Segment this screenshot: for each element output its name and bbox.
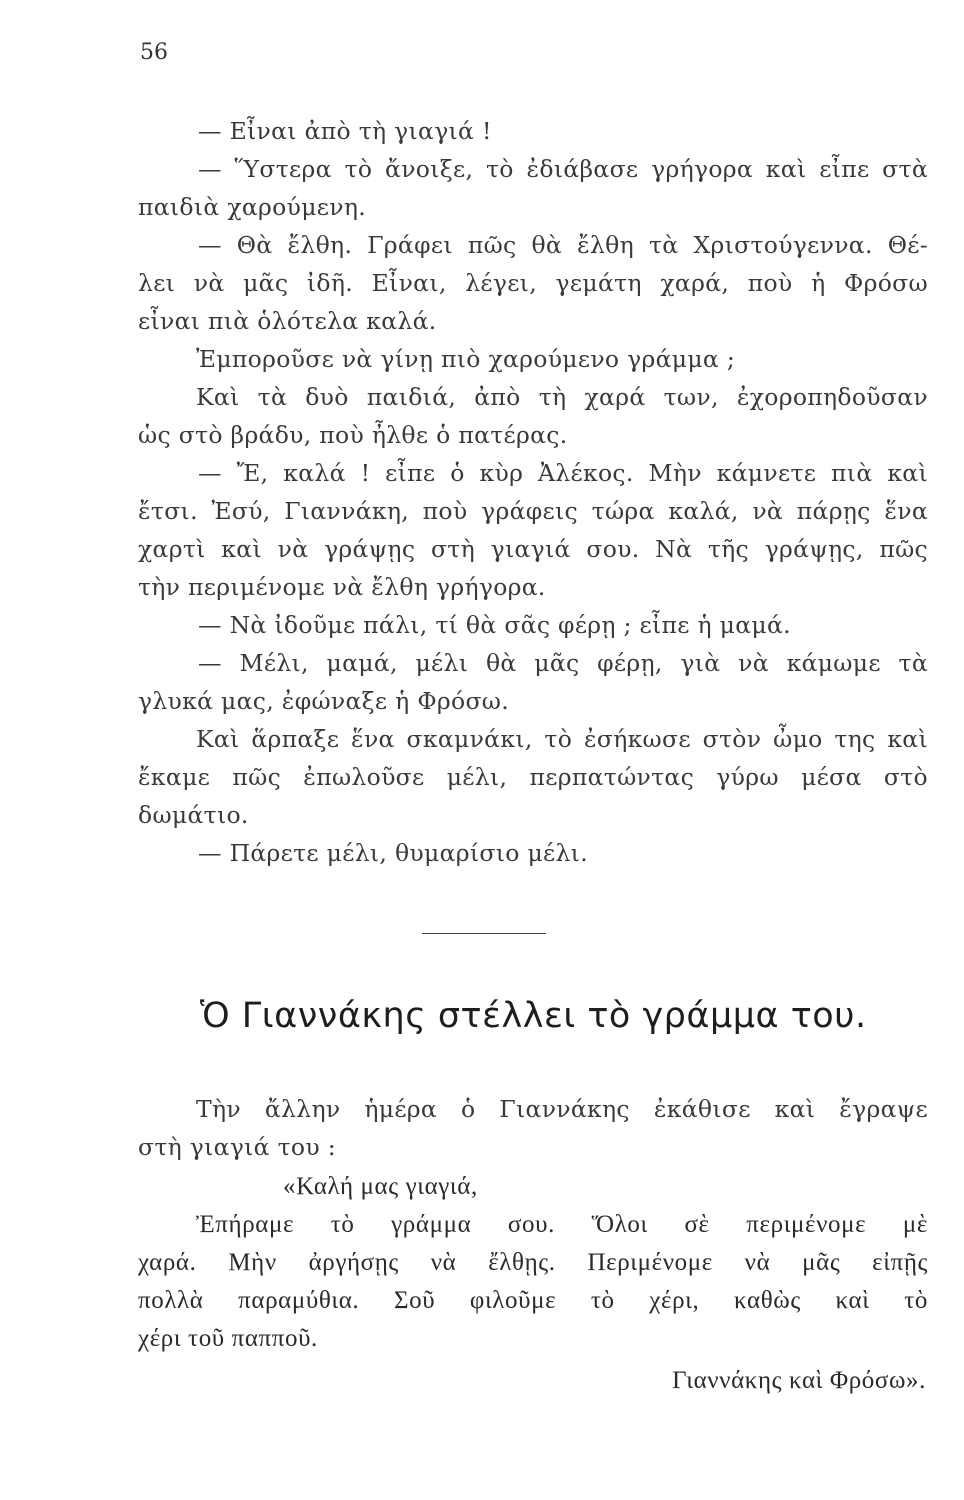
- paragraph-line: λει νὰ μᾶς ἰδῆ. Εἶναι, λέγει, γεμάτη χαρά, ποὺ ἡ Φρόσω: [138, 269, 928, 297]
- letter-line: πολλὰ παραμύθια. Σοῦ φιλοῦμε τὸ χέρι, καθὼς καὶ τὸ: [138, 1287, 928, 1314]
- paragraph-line: ἔτσι. Ἐσύ, Γιαννάκη, ποὺ γράφεις τώρα καλά, νὰ πάρῃς ἕνα: [138, 497, 928, 525]
- section-text: [138, 1090, 928, 1166]
- page-number: 56: [140, 40, 168, 65]
- paragraph-line: παιδιὰ χαρούμενη.: [138, 193, 366, 221]
- letter-line: χέρι τοῦ παπποῦ.: [138, 1325, 318, 1352]
- paragraph-line: Ἐμποροῦσε νὰ γίνῃ πιὸ χαρούμενο γράμμα ;: [196, 345, 736, 373]
- section-divider: [422, 933, 546, 934]
- paragraph-line: — Μέλι, μαμά, μέλι θὰ μᾶς φέρῃ, γιὰ νὰ κάμωμε τὰ: [198, 649, 928, 677]
- letter-line: Ἐπήραμε τὸ γράμμα σου. Ὅλοι σὲ περιμένομε μὲ: [196, 1211, 928, 1238]
- letter-line: χαρά. Μὴν ἀργήσῃς νὰ ἔλθῃς. Περιμένομε νὰ μᾶς εἰπῇς: [138, 1249, 928, 1276]
- paragraph-line: ὡς στὸ βράδυ, ποὺ ἦλθε ὁ πατέρας.: [138, 421, 568, 449]
- letter-text: [138, 1168, 928, 1400]
- paragraph-line: — Θὰ ἔλθη. Γράφει πῶς θὰ ἔλθη τὰ Χριστούγεννα. Θέ-: [198, 231, 928, 259]
- paragraph-line: ἔκαμε πῶς ἐπωλοῦσε μέλι, περπατώντας γύρω μέσα στὸ: [138, 763, 928, 791]
- paragraph-line: τὴν περιμένομε νὰ ἔλθη γρήγορα.: [138, 573, 546, 601]
- paragraph-line: χαρτὶ καὶ νὰ γράψῃς στὴ γιαγιά σου. Νὰ τῆς γράψῃς, πῶς: [138, 535, 928, 563]
- letter-signature: Γιαννάκης καὶ Φρόσω».: [672, 1367, 926, 1394]
- paragraph-line: — Πάρετε μέλι, θυμαρίσιο μέλι.: [198, 839, 588, 867]
- paragraph-line: δωμάτιο.: [138, 801, 249, 829]
- paragraph-line: — Ἔ, καλά ! εἶπε ὁ κὺρ Ἀλέκος. Μὴν κάμνετε πιὰ καὶ: [198, 459, 928, 487]
- paragraph-line: Τὴν ἄλλην ἡμέρα ὁ Γιαννάκης ἐκάθισε καὶ ἔγραψε: [196, 1095, 928, 1123]
- paragraph-line: Καὶ ἅρπαξε ἕνα σκαμνάκι, τὸ ἐσήκωσε στὸν ὦμο της καὶ: [196, 725, 928, 753]
- paragraph-line: στὴ γιαγιά του :: [138, 1133, 336, 1161]
- paragraph-line: γλυκά μας, ἐφώναξε ἡ Φρόσω.: [138, 687, 510, 715]
- paragraph-line: — Εἶναι ἀπὸ τὴ γιαγιά !: [198, 117, 492, 145]
- section-heading: Ὁ Γιαννάκης στέλλει τὸ γράμμα του.: [200, 996, 867, 1036]
- paragraph-line: — Νὰ ἰδοῦμε πάλι, τί θὰ σᾶς φέρῃ ; εἶπε ἡ μαμά.: [198, 611, 791, 639]
- letter-greeting: «Καλή μας γιαγιά,: [283, 1173, 478, 1200]
- paragraph-line: εἶναι πιὰ ὁλότελα καλά.: [138, 307, 437, 335]
- paragraph-line: — Ὕστερα τὸ ἄνοιξε, τὸ ἐδιάβασε γρήγορα καὶ εἶπε στὰ: [198, 155, 928, 183]
- paragraph-line: Καὶ τὰ δυὸ παιδιά, ἀπὸ τὴ χαρά των, ἐχοροπηδοῦσαν: [196, 383, 928, 411]
- story-text: [138, 112, 928, 872]
